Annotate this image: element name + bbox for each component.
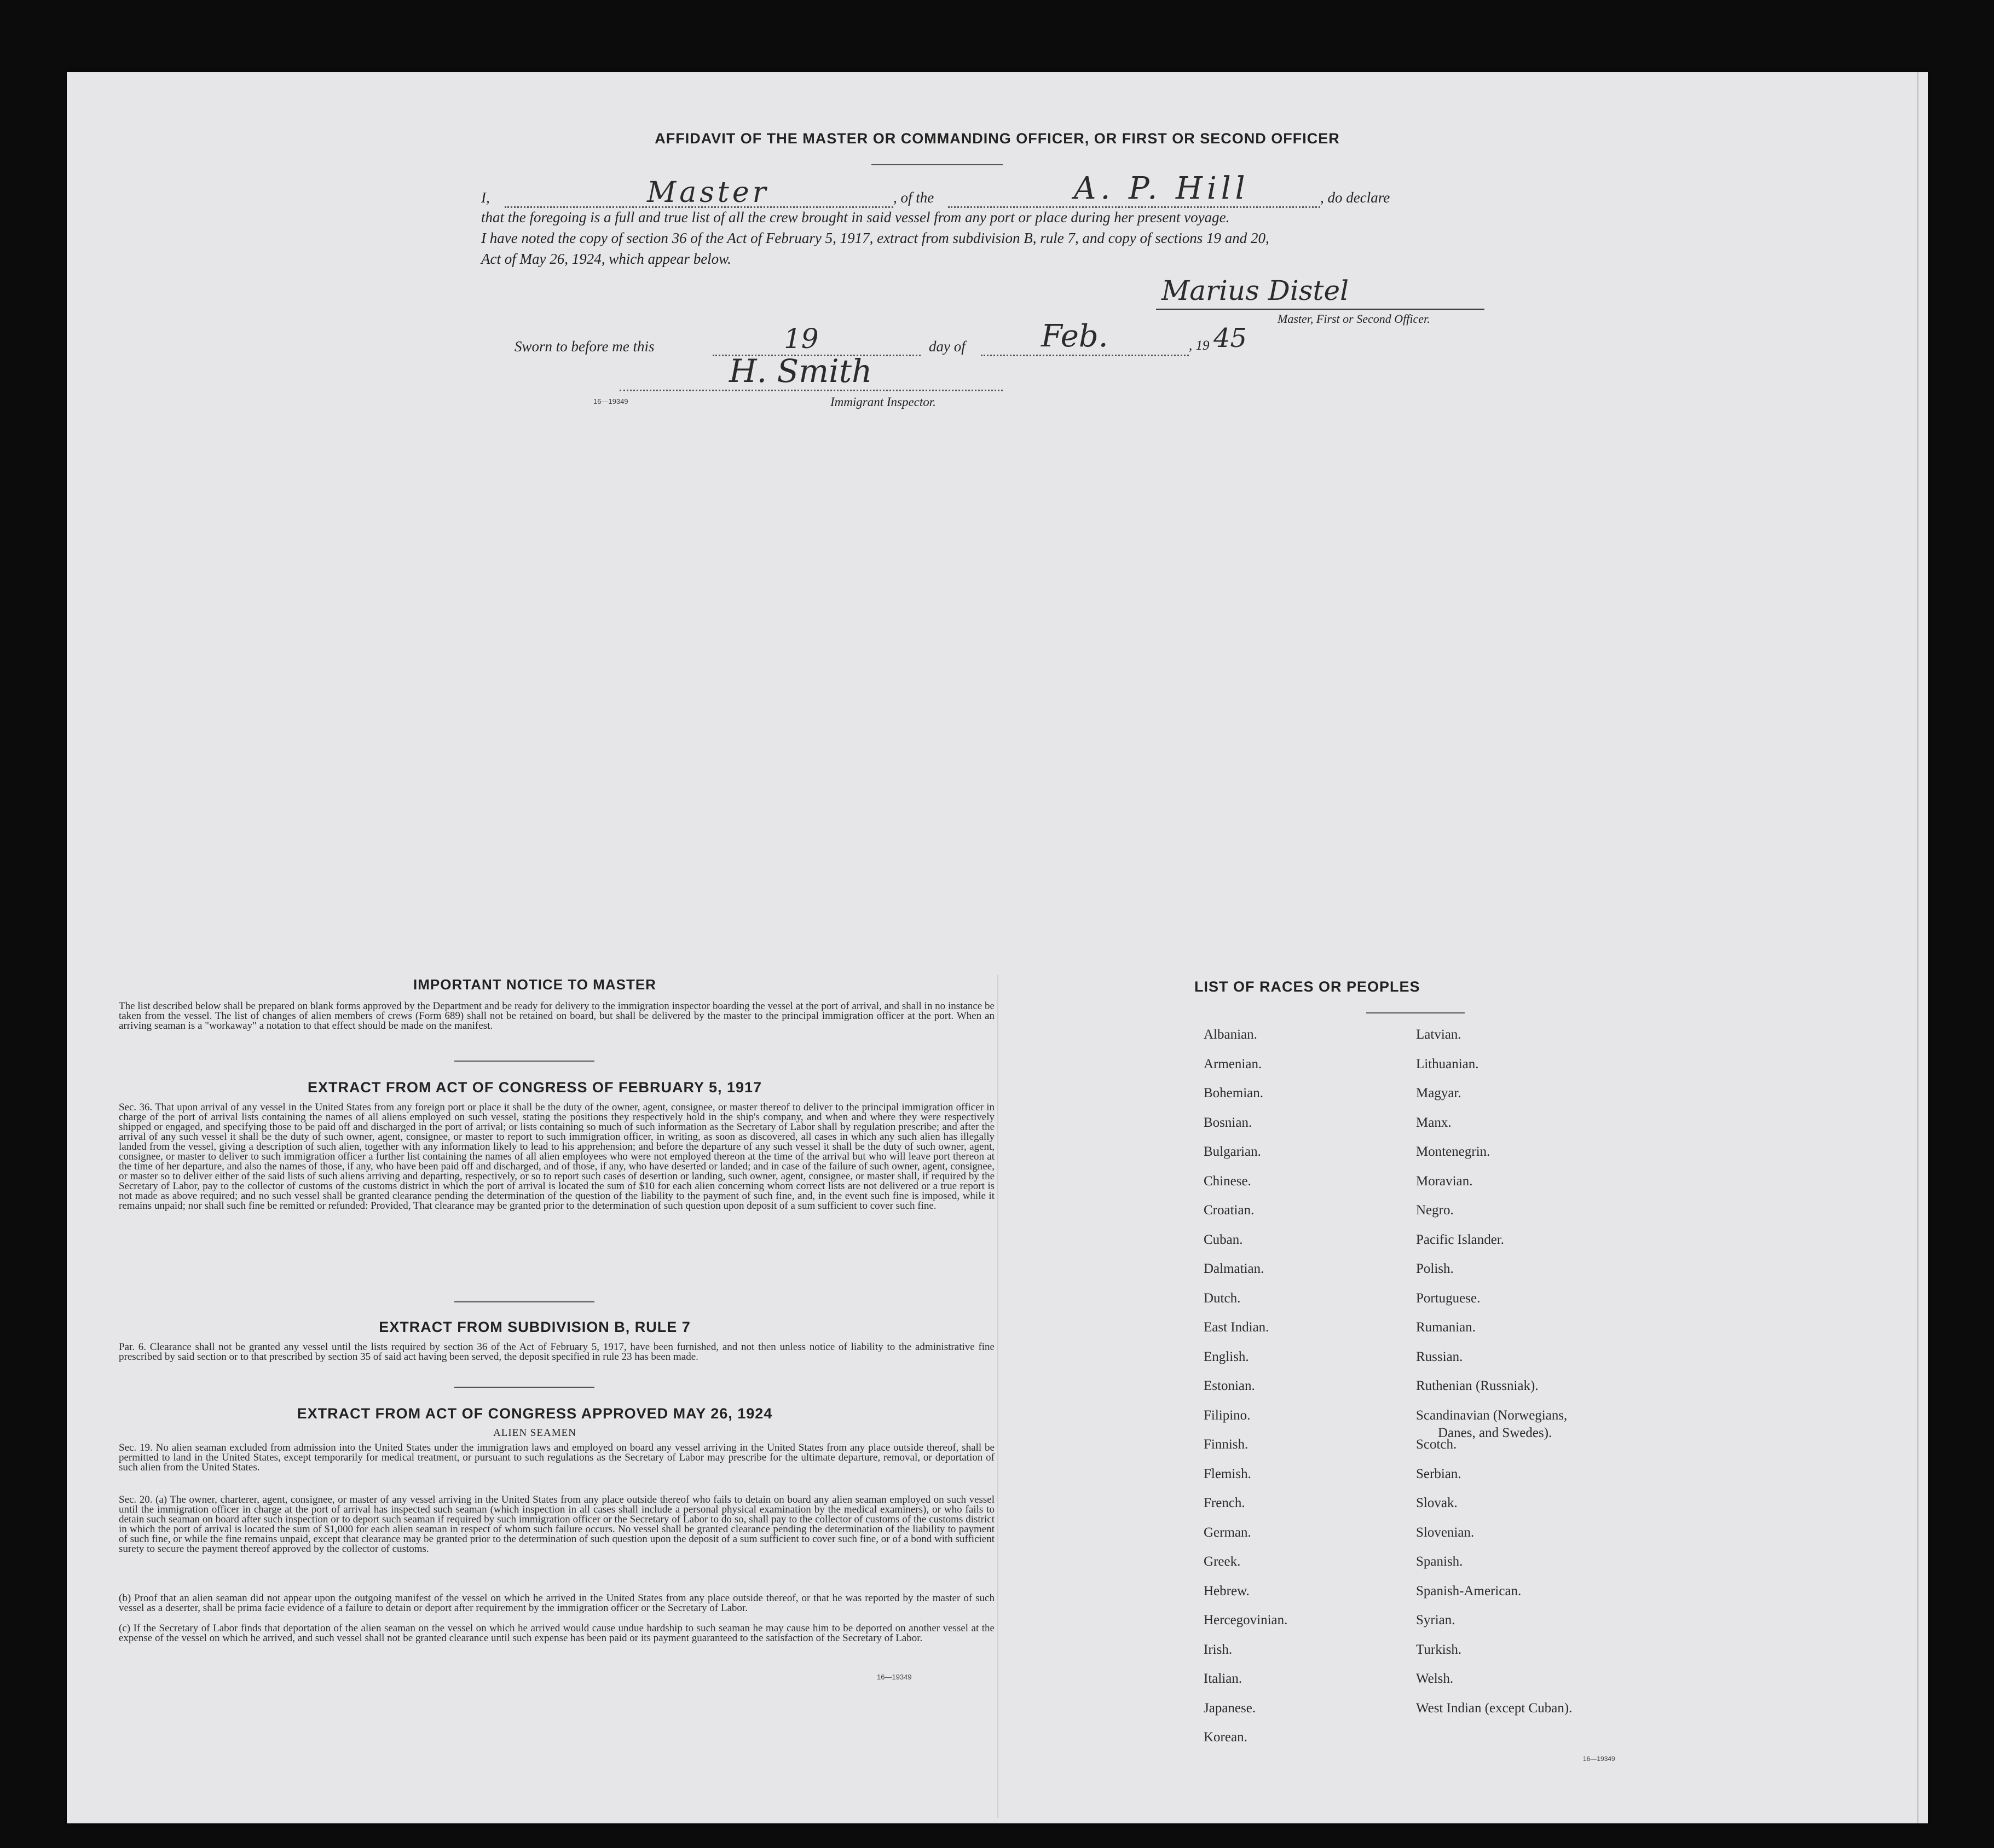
month-line [981, 355, 1189, 356]
race-item: Armenian. [1204, 1056, 1262, 1071]
race-item: Manx. [1416, 1115, 1452, 1130]
divider [454, 1301, 594, 1302]
race-item: Rumanian. [1416, 1320, 1476, 1335]
extract-1917-title: EXTRACT FROM ACT OF CONGRESS OF FEBRUARY 5, 1917 [307, 1079, 762, 1096]
race-item: Croatian. [1204, 1203, 1255, 1218]
race-item: Flemish. [1204, 1466, 1251, 1481]
month-handwriting: Feb. [1041, 318, 1108, 354]
day-of-text: day of [929, 338, 966, 355]
alien-seamen-subtitle: ALIEN SEAMEN [493, 1427, 576, 1439]
inspector-caption: Immigrant Inspector. [830, 395, 936, 409]
divider [454, 1387, 594, 1388]
affidavit-i: I, [481, 189, 490, 206]
race-item: Ruthenian (Russniak). [1416, 1378, 1539, 1393]
master-name-handwriting: Master [647, 176, 770, 209]
race-item: English. [1204, 1349, 1249, 1364]
of-the-text: , of the [893, 189, 934, 206]
race-item: Korean. [1204, 1730, 1247, 1745]
sec-20a-text: Sec. 20. (a) The owner, charterer, agent, consignee, or master of any vessel arriving in the United States from any place outside thereof who fails to detain on board any alien seaman employed on such vessel until the immigration officer in charge at the port of arrival has inspected such seaman (which inspection in all cases shall include a personal physical examination by the medical examiners), or who fails to detain such seaman on board after such inspection or to deport such seaman if required by such immigration officer or the Secretary of Labor to do so, shall pay to the collector of customs of the customs district in which the port of arrival is located the sum of $1,000 for each alien seaman in respect of whom such failure occurs. No vessel shall be granted clearance pending the determination of the liability to payment of such fine, or while the fine remains unpaid, except that clearance may be granted prior to the determination of such question upon the deposit of a sum sufficient to cover such fine, or of a bond with sufficient surety to secure the payment thereof approved by the collector of customs. [119, 1494, 995, 1555]
do-declare-text: , do declare [1320, 189, 1390, 206]
race-item: Finnish. [1204, 1437, 1249, 1452]
race-item: Bosnian. [1204, 1115, 1252, 1130]
race-item: French. [1204, 1496, 1245, 1510]
form-number: 16—19349 [593, 397, 628, 405]
race-item: Italian. [1204, 1671, 1242, 1686]
race-item: Turkish. [1416, 1642, 1462, 1657]
race-item: Danes, and Swedes). [1438, 1425, 1552, 1440]
race-item: East Indian. [1204, 1320, 1269, 1335]
signature-caption: Master, First or Second Officer. [1278, 312, 1430, 326]
divider [1366, 1012, 1465, 1013]
race-item: Chinese. [1204, 1173, 1251, 1189]
affidavit-line-3: I have noted the copy of section 36 of the Act of February 5, 1917, extract from subdivision B, rule 7, and copy of sections 19 and 20, [481, 230, 1269, 246]
race-item: West Indian (except Cuban). [1416, 1700, 1573, 1716]
vessel-name-handwriting: A. P. Hill [1074, 171, 1250, 206]
race-item: Slovenian. [1416, 1525, 1475, 1540]
race-item: Polish. [1416, 1261, 1454, 1276]
form-number: 16—19349 [1583, 1755, 1615, 1763]
race-item: Scotch. [1416, 1437, 1457, 1452]
signature-line [1156, 309, 1484, 310]
race-item: Slovak. [1416, 1496, 1458, 1510]
sworn-label: Sworn to before me this [515, 338, 655, 355]
race-item: Spanish. [1416, 1554, 1463, 1569]
race-item: Albanian. [1204, 1027, 1257, 1042]
race-item: Welsh. [1416, 1671, 1454, 1686]
vessel-line [948, 206, 1320, 208]
extract-rule7-text: Par. 6. Clearance shall not be granted any vessel until the lists required by section 36 of the Act of February 5, 1917, have been furnished, and not then unless notice of liability to the administrative fine prescribed by said section or to that prescribed by section 35 of said act having been served, the deposit specified in rule 23 has been made. [119, 1341, 995, 1363]
divider [454, 1061, 594, 1062]
extract-1924-title: EXTRACT FROM ACT OF CONGRESS APPROVED MAY 26, 1924 [297, 1405, 773, 1422]
year-handwriting: 45 [1213, 323, 1247, 354]
race-item: Japanese. [1204, 1700, 1256, 1716]
notice-text: The list described below shall be prepared on blank forms approved by the Department and be ready for delivery to the immigration inspector boarding the vessel at the port of arrival, and shall in no instance be taken from the vessel. The list of changes of alien members of crews (Form 689) shall not be retained on board, but shall be delivered by the master to the principal immigration officer at the port. When an arriving seaman is a "workaway" a notation to that effect should be made on the manifest. [119, 1000, 995, 1032]
year-prefix: , 19 [1189, 338, 1210, 353]
race-item: Hebrew. [1204, 1583, 1250, 1598]
race-item: Pacific Islander. [1416, 1232, 1505, 1247]
divider [871, 164, 1003, 165]
race-item: Hercegovinian. [1204, 1613, 1288, 1627]
race-item: Latvian. [1416, 1027, 1461, 1042]
fold-line [997, 975, 998, 1818]
race-item: Estonian. [1204, 1378, 1255, 1393]
notice-title: IMPORTANT NOTICE TO MASTER [413, 976, 656, 993]
race-item: Lithuanian. [1416, 1056, 1479, 1071]
sec-20b-text: (b) Proof that an alien seaman did not appear upon the outgoing manifest of the vessel on which he arrived in the United States from any place outside thereof, or that he was reported by the master of such vessel as a deserter, shall be prima facie evidence of a failure to detain or deport after requirement by the immigration officer or the Secretary of Labor. [119, 1592, 995, 1614]
race-item: Montenegrin. [1416, 1144, 1490, 1159]
race-item: Scandinavian (Norwegians, [1416, 1407, 1568, 1423]
race-item: Bulgarian. [1204, 1144, 1261, 1159]
inspector-line [620, 390, 1003, 391]
race-item: Syrian. [1416, 1613, 1455, 1627]
races-title: LIST OF RACES OR PEOPLES [1194, 978, 1420, 995]
document-page [67, 72, 1928, 1823]
race-item: German. [1204, 1525, 1251, 1540]
sec-19-text: Sec. 19. No alien seaman excluded from admission into the United States under the immigration laws and employed on board any vessel arriving in the United States from any place outside thereof, shall be permitted to land in the United States, except temporarily for medical treatment, or pursuant to such regulations as the Secretary of Labor may prescribe for the ultimate departure, removal, or deportation of such alien from the United States. [119, 1442, 995, 1473]
inspector-signature-handwriting: H. Smith [729, 352, 872, 390]
race-item: Greek. [1204, 1554, 1241, 1569]
race-item: Negro. [1416, 1203, 1454, 1218]
race-item: Dutch. [1204, 1290, 1241, 1306]
race-item: Portuguese. [1416, 1290, 1481, 1306]
affidavit-line-2: that the foregoing is a full and true list of all the crew brought in said vessel from any port or place during her present voyage. [481, 209, 1230, 225]
race-item: Cuban. [1204, 1232, 1243, 1247]
extract-1917-text: Sec. 36. That upon arrival of any vessel in the United States from any foreign port or place it shall be the duty of the owner, agent, consignee, or master thereof to deliver to the principal immigration officer in charge of the port of arrival lists containing the names of all aliens employed on such vessel, stating the positions they respectively hold in the ship's company, and when and where they were respectively shipped or engaged, and specifying those to be paid off and discharged in the port of arrival; or lists containing so much of such information as the Secretary of Labor shall by regulation prescribe; and after the arrival of any such vessel it shall be the duty of such owner, agent, consignee, or master to report to such immigration officer, in writing, as soon as discovered, all cases in which any such alien has illegally landed from the vessel, giving a description of such alien, together with any information likely to lead to his apprehension; and before the departure of any such vessel it shall be the duty of such owner, agent, consignee, or master to deliver to such immigration officer a further list containing the names of all alien employees who were not employed thereon at the time of the arrival but who will leave port thereon at the time of her departure, and also the names of those, if any, who have been paid off and discharged, and of those, if any, who have deserted or landed; and in case of the failure of such owner, agent, consignee, or master so to deliver either of the said lists of such aliens arriving and departing, respectively, or so to report such cases of desertion or landing, such owner, agent, consignee, or master shall, if required by the Secretary of Labor, pay to the collector of customs of the customs district in which the port of arrival is located the sum of $10 for each alien concerning whom correct lists are not delivered or a true report is not made as above required; and no such vessel shall be granted clearance pending the determination of the question of the liability to the payment of such fine, and, in the event such fine is imposed, while it remains unpaid; nor shall such fine be remitted or refunded: Provided, That clearance may be granted prior to the determination of such question upon deposit of a sum sufficient to cover such fine. [119, 1102, 995, 1212]
race-item: Bohemian. [1204, 1086, 1264, 1100]
master-signature-handwriting: Marius Distel [1161, 275, 1349, 306]
race-item: Moravian. [1416, 1173, 1473, 1189]
form-number: 16—19349 [877, 1673, 912, 1681]
race-item: Serbian. [1416, 1466, 1461, 1481]
page-edge [1917, 72, 1918, 1823]
sec-20c-text: (c) If the Secretary of Labor finds that deportation of the alien seaman on the vessel on which he arrived would cause undue hardship to such seaman he may cause him to be deported on another vessel at the expense of the vessel on which he arrived, and such vessel shall not be granted clearance until such expense has been paid or its payment guaranteed to the satisfaction of the Secretary of Labor. [119, 1623, 995, 1644]
race-item: Russian. [1416, 1349, 1463, 1364]
extract-rule7-title: EXTRACT FROM SUBDIVISION B, RULE 7 [379, 1319, 691, 1335]
affidavit-title: AFFIDAVIT OF THE MASTER OR COMMANDING OFFICER, OR FIRST OR SECOND OFFICER [655, 130, 1340, 147]
affidavit-line-4: Act of May 26, 1924, which appear below. [481, 251, 731, 267]
race-item: Magyar. [1416, 1086, 1461, 1100]
race-item: Dalmatian. [1204, 1261, 1264, 1276]
race-item: Irish. [1204, 1642, 1233, 1657]
race-item: Spanish-American. [1416, 1583, 1522, 1598]
race-item: Filipino. [1204, 1407, 1251, 1423]
day-handwriting: 19 [784, 323, 819, 355]
